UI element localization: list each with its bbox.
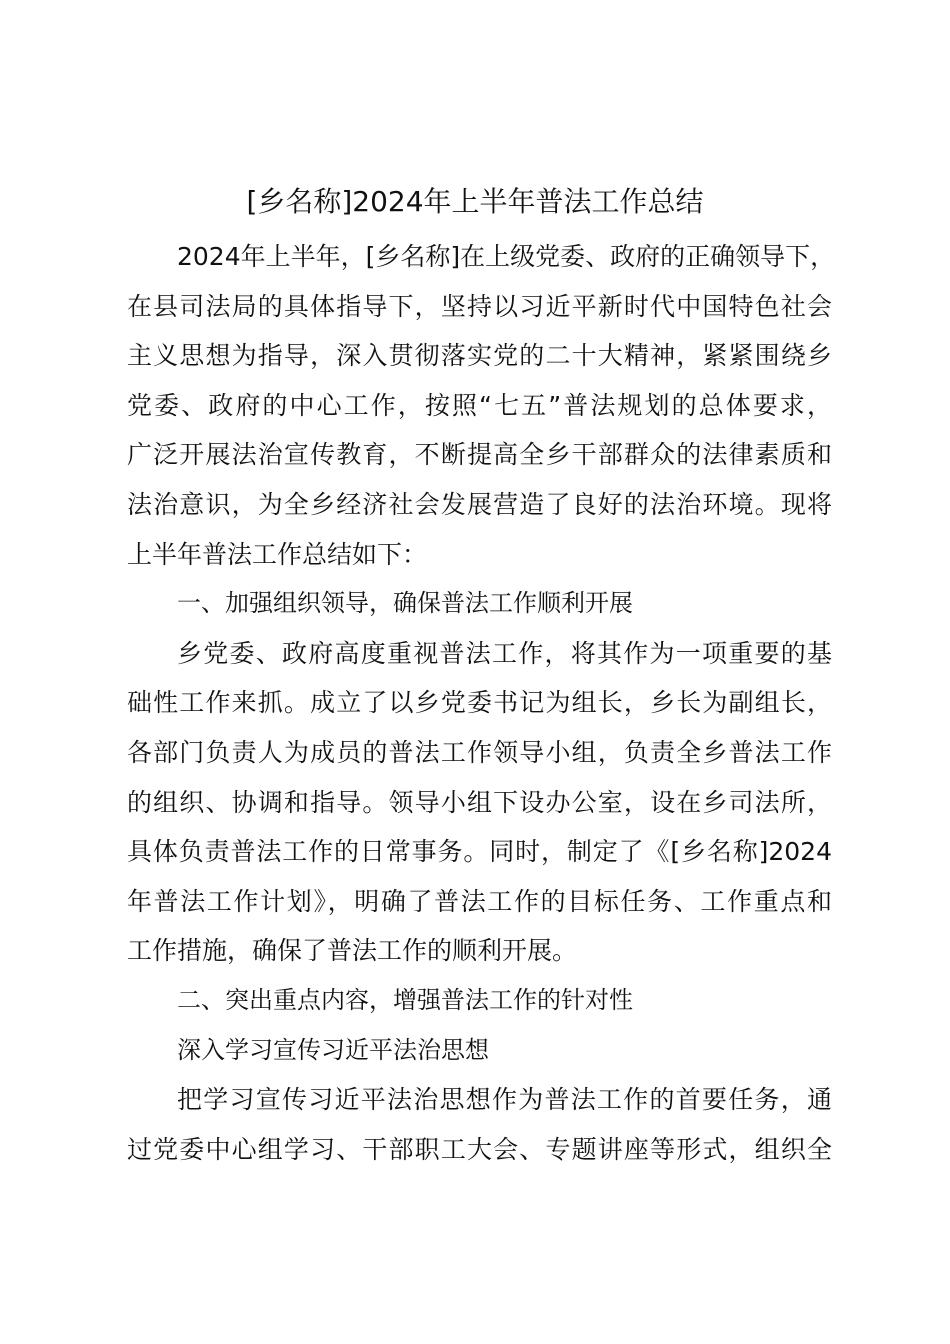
- paragraph-line: 把学习宣传习近平法治思想作为普法工作的首要任务，通: [177, 1085, 832, 1115]
- paragraph-line: 广泛开展法治宣传教育，不断提高全乡干部群众的法律素质和: [127, 440, 832, 470]
- paragraph-line: 工作措施，确保了普法工作的顺利开展。: [127, 936, 578, 966]
- paragraph-line: 年普法工作计划》，明确了普法工作的目标任务、工作重点和: [127, 886, 832, 916]
- section-heading: 一、加强组织领导，确保普法工作顺利开展: [177, 589, 633, 618]
- paragraph-line: 的组织、协调和指导。领导小组下设办公室，设在乡司法所，: [127, 787, 832, 817]
- paragraph-line: 在县司法局的具体指导下，坚持以习近平新时代中国特色社会: [127, 291, 832, 321]
- paragraph-line: 2024年上半年，[乡名称]在上级党委、政府的正确领导下，: [177, 242, 836, 271]
- document-body: [127, 232, 836, 1174]
- subsection-heading: 深入学习宣传习近平法治思想: [177, 1035, 489, 1064]
- paragraph-line: 法治意识，为全乡经济社会发展营造了良好的法治环境。现将: [127, 489, 832, 519]
- paragraph-line: 上半年普法工作总结如下：: [127, 539, 428, 569]
- paragraph-line: 础性工作来抓。成立了以乡党委书记为组长，乡长为副组长，: [127, 688, 832, 718]
- paragraph-line: 过党委中心组学习、干部职工大会、专题讲座等形式，组织全: [127, 1134, 832, 1164]
- paragraph-line: 主义思想为指导，深入贯彻落实党的二十大精神，紧紧围绕乡: [127, 341, 832, 371]
- section-heading: 二、突出重点内容，增强普法工作的针对性: [177, 985, 633, 1014]
- document-title: [乡名称]2024年上半年普法工作总结: [246, 185, 704, 218]
- paragraph-line: 具体负责普法工作的日常事务。同时，制定了《[乡名称]2024: [127, 837, 832, 867]
- paragraph-line: 乡党委、政府高度重视普法工作，将其作为一项重要的基: [177, 638, 832, 668]
- paragraph-line: 党委、政府的中心工作，按照“七五”普法规划的总体要求，: [127, 390, 832, 420]
- paragraph-line: 各部门负责人为成员的普法工作领导小组，负责全乡普法工作: [127, 737, 832, 767]
